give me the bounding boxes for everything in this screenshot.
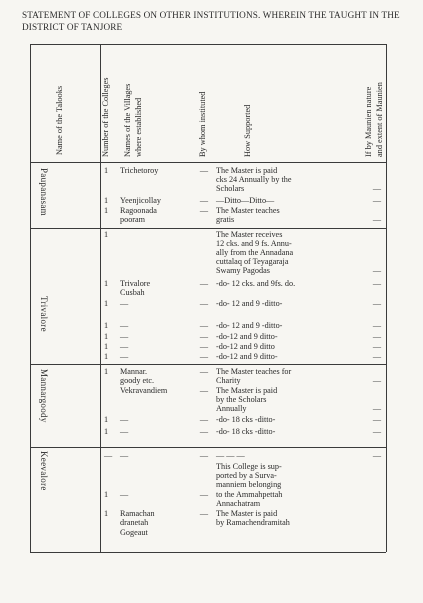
college-count: 1 <box>104 230 109 239</box>
instituted-by: — <box>199 196 209 205</box>
table-border-left <box>30 44 31 552</box>
how-supported: manniem belonging <box>216 480 282 489</box>
college-count: 1 <box>104 509 109 518</box>
how-supported: ally from the Annadana <box>216 248 294 257</box>
instituted-by: — <box>199 386 209 395</box>
how-supported: -do-12 and 9 ditto <box>216 342 275 351</box>
college-count: 1 <box>104 415 109 424</box>
college-count: 1 <box>104 367 109 376</box>
how-supported: -do- 12 and 9 -ditto- <box>216 321 283 330</box>
village-name: — <box>120 451 129 460</box>
taluk-name: Mannargoody <box>39 369 49 423</box>
how-supported: The Master is paid <box>216 166 278 175</box>
college-count: 1 <box>104 206 109 215</box>
college-count: 1 <box>104 342 109 351</box>
header-by-whom: By whom instituted <box>198 91 207 157</box>
college-count: 1 <box>104 352 109 361</box>
maniem-extent: — <box>372 184 382 193</box>
village-name: Trivalore <box>120 279 151 288</box>
village-name: dranetah <box>120 518 149 527</box>
maniem-extent: — <box>372 299 382 308</box>
village-name: goody etc. <box>120 376 155 385</box>
village-name: — <box>120 321 129 330</box>
village-name: pooram <box>120 215 146 224</box>
taluk-name: Trivalore <box>39 296 49 332</box>
header-how-supported: How Supported <box>243 104 252 157</box>
how-supported: 12 cks. and 9 fs. Annu- <box>216 239 292 248</box>
how-supported: -do- 18 cks -ditto- <box>216 415 276 424</box>
maniem-extent: — <box>372 376 382 385</box>
village-name: — <box>120 332 129 341</box>
village-name: — <box>120 415 129 424</box>
how-supported: The Master teaches <box>216 206 280 215</box>
instituted-by: — <box>199 352 209 361</box>
how-supported: — — — <box>216 451 245 460</box>
village-name: Cusbah <box>120 288 145 297</box>
how-supported: cuttalaq of Teyagaraja <box>216 257 289 266</box>
how-supported: -do-12 and 9 ditto- <box>216 332 278 341</box>
instituted-by: — <box>199 321 209 330</box>
maniem-extent: — <box>372 279 382 288</box>
how-supported: by Ramachendramitah <box>216 518 290 527</box>
college-count: 1 <box>104 196 109 205</box>
village-name: — <box>120 427 129 436</box>
header-number-of-colleges: Number of the Colleges <box>101 77 110 157</box>
header-taluk: Name of the Talooks <box>55 85 64 155</box>
village-name: — <box>120 299 129 308</box>
maniem-extent: — <box>372 215 382 224</box>
college-count: 1 <box>104 321 109 330</box>
table-border-top <box>30 44 386 45</box>
instituted-by: — <box>199 427 209 436</box>
instituted-by: — <box>199 166 209 175</box>
how-supported: by the Scholars <box>216 395 267 404</box>
how-supported: -do- 12 cks. and 9fs. do. <box>216 279 296 288</box>
maniem-extent: — <box>372 427 382 436</box>
how-supported: The Master receives <box>216 230 283 239</box>
how-supported: -do-12 and 9 ditto- <box>216 352 278 361</box>
how-supported: gratis <box>216 215 235 224</box>
section-divider <box>30 447 386 448</box>
maniem-extent: — <box>372 332 382 341</box>
header-village-names-2: where established <box>134 97 143 157</box>
instituted-by: — <box>199 509 209 518</box>
village-name: Trichetoroy <box>120 166 159 175</box>
how-supported: Charity <box>216 376 241 385</box>
instituted-by: — <box>199 279 209 288</box>
how-supported: Swamy Pagodas <box>216 266 270 275</box>
header-maniem: If by Maunien nature <box>364 86 373 157</box>
how-supported: Annachatram <box>216 499 261 508</box>
college-count: 1 <box>104 279 109 288</box>
maniem-extent: — <box>372 321 382 330</box>
village-name: Vekravandiem <box>120 386 168 395</box>
how-supported: -do- 18 cks -ditto- <box>216 427 276 436</box>
taluk-name: Keevalore <box>39 451 49 491</box>
village-name: — <box>120 490 129 499</box>
instituted-by: — <box>199 451 209 460</box>
instituted-by: — <box>199 299 209 308</box>
how-supported: The Master is paid <box>216 386 278 395</box>
village-name: Gogeaut <box>120 528 148 537</box>
header-maniem-2: and extent of Maunien <box>375 82 384 157</box>
instituted-by: — <box>199 332 209 341</box>
village-name: Yeenjicollay <box>120 196 162 205</box>
how-supported: The Master is paid <box>216 509 278 518</box>
how-supported: to the Ammahpettah <box>216 490 283 499</box>
instituted-by: — <box>199 367 209 376</box>
section-divider <box>30 228 386 229</box>
college-count: 1 <box>104 166 109 175</box>
how-supported: Annually <box>216 404 247 413</box>
taluk-name: Paupanasam <box>39 168 49 216</box>
instituted-by: — <box>199 415 209 424</box>
village-name: Ragoonada <box>120 206 157 215</box>
college-count: — <box>104 451 113 460</box>
maniem-extent: — <box>372 352 382 361</box>
college-count: 1 <box>104 332 109 341</box>
how-supported: The Master teaches for <box>216 367 292 376</box>
header-divider <box>30 162 386 163</box>
maniem-extent: — <box>372 404 382 413</box>
maniem-extent: — <box>372 415 382 424</box>
college-count: 1 <box>104 427 109 436</box>
college-count: 1 <box>104 299 109 308</box>
maniem-extent: — <box>372 196 382 205</box>
table-border-bottom <box>30 552 386 553</box>
how-supported: Scholars <box>216 184 245 193</box>
maniem-extent: — <box>372 342 382 351</box>
how-supported: —Ditto—Ditto— <box>216 196 275 205</box>
village-name: — <box>120 352 129 361</box>
maniem-extent: — <box>372 451 382 460</box>
college-count: 1 <box>104 490 109 499</box>
maniem-extent: — <box>372 266 382 275</box>
header-village-names: Names of the Villages <box>123 83 132 157</box>
how-supported: ported by a Surva- <box>216 471 277 480</box>
instituted-by: — <box>199 206 209 215</box>
instituted-by: — <box>199 342 209 351</box>
table-border-right <box>386 44 387 552</box>
page-title: STATEMENT OF COLLEGES ON OTHER INSTITUTIONS. WHEREIN THE TAUGHT IN THE DISTRICT OF TANJORE <box>22 10 400 32</box>
village-name: — <box>120 342 129 351</box>
village-name: Mannar. <box>120 367 148 376</box>
how-supported: This College is sup- <box>216 462 282 471</box>
instituted-by: — <box>199 490 209 499</box>
section-divider <box>30 364 386 365</box>
village-name: Ramachan <box>120 509 155 518</box>
how-supported: -do- 12 and 9 -ditto- <box>216 299 283 308</box>
how-supported: cks 24 Annually by the <box>216 175 292 184</box>
